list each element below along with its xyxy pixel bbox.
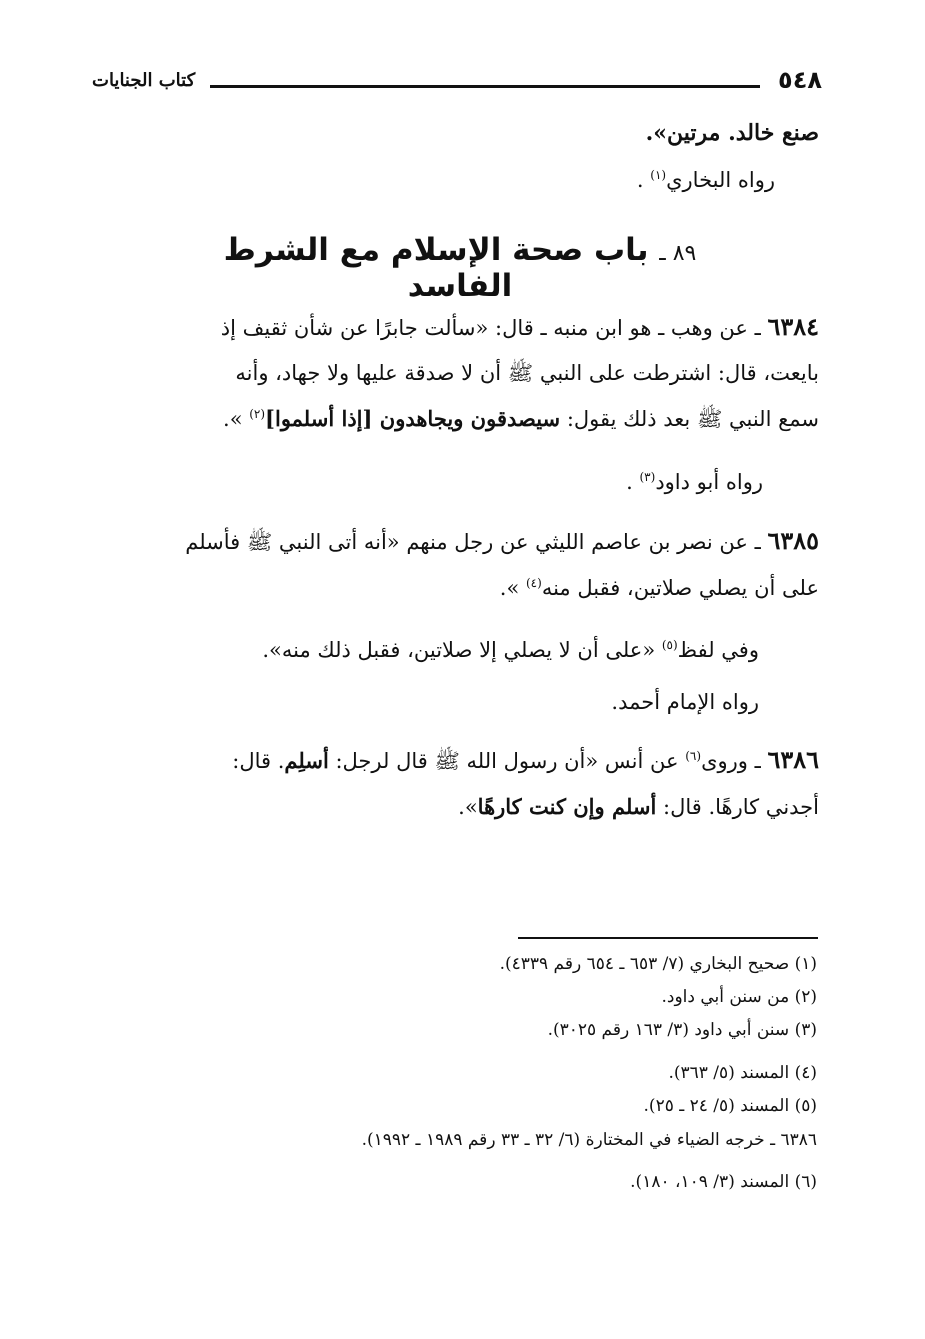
footnote-ref-5: (٥) [661, 638, 678, 652]
hadith-6386-text-2: أجدني كارهًا. قال: [656, 795, 819, 819]
footnote-separator [518, 937, 818, 939]
header-rule [210, 85, 760, 88]
book-title: كتاب الجنايات [92, 70, 196, 91]
hadith-6385-variant [262, 638, 759, 662]
footnote-ref-6: (٦) [685, 749, 702, 763]
footnote-6: (٦) المسند (٣/ ١٠٩، ١٨٠). [630, 1172, 817, 1192]
variant-intro: وفي لفظ [677, 638, 759, 662]
prophetic-speech-6386-b: أسلم وإن كنت كارهًا [477, 794, 657, 819]
hadith-6386-line-2 [458, 794, 819, 819]
hadith-6384-line-2: بايعت، قال: اشترطت على النبي ﷺ أن لا صدقة عليها ولا جهاد، وأنه [235, 361, 819, 385]
hadith-6384-text-1: ـ عن وهب ـ هو ابن منبه ـ قال: «سألت جابرًا عن شأن ثقيف إذ [220, 316, 768, 340]
footnote-ref-2: (٢) [249, 407, 266, 421]
intro-narration-end: . [636, 168, 651, 192]
footnote-6386: ٦٣٨٦ ـ خرجه الضياء في المختارة (٦/ ٣٢ ـ ٣٣ رقم ١٩٨٩ ـ ١٩٩٢). [361, 1130, 817, 1150]
hadith-6386-text-1c: . قال: [232, 749, 285, 773]
hadith-6384-end: ». [223, 407, 250, 431]
hadith-6384-line-1 [221, 312, 819, 341]
footnote-ref-4: (٤) [525, 576, 542, 590]
footnote-4: (٤) المسند (٥/ ٣٦٣). [668, 1063, 817, 1083]
page-header [92, 66, 822, 102]
narration-end-6384: . [626, 470, 640, 494]
hadith-6385-text-2: على أن يصلي صلاتين، فقبل منه [541, 576, 819, 600]
hadith-6385-text-1: ـ عن نصر بن عاصم الليثي عن رجل منهم «أنه أتى النبي ﷺ فأسلم [185, 530, 768, 554]
hadith-6384-line-3 [223, 406, 819, 437]
hadith-6386-line-1 [232, 745, 819, 779]
hadith-number-6385: ٦٣٨٥ [767, 526, 819, 555]
chapter-number: ٨٩ ـ [659, 241, 697, 266]
hadith-number-6384: ٦٣٨٤ [767, 312, 819, 341]
hadith-6385-narration: رواه الإمام أحمد. [611, 690, 759, 714]
hadith-6385-line-2 [500, 576, 819, 600]
prophetic-speech-6384: سيصدقون ويجاهدون [إذا أسلموا] [265, 406, 561, 431]
chapter-title: باب صحة الإسلام مع الشرط الفاسد [223, 232, 649, 304]
prophetic-speech-6386-a: أسلِم [284, 748, 329, 773]
hadith-number-6386: ٦٣٨٦ [767, 745, 819, 774]
footnote-5: (٥) المسند (٥/ ٢٤ ـ ٢٥). [643, 1096, 817, 1116]
hadith-6384-narration [626, 470, 763, 494]
variant-text: «على أن لا يصلي إلا صلاتين، فقبل ذلك منه». [262, 638, 662, 662]
footnote-3: (٣) سنن أبي داود (٣/ ١٦٣ رقم ٣٠٢٥). [547, 1020, 817, 1040]
footnote-1: (١) صحيح البخاري (٧/ ٦٥٣ ـ ٦٥٤ رقم ٤٣٣٩). [499, 954, 817, 974]
footnote-2: (٢) من سنن أبي داود. [661, 987, 817, 1007]
hadith-6386-text-1a: ـ وروى [701, 749, 768, 773]
intro-narration [637, 168, 775, 192]
narration-text-6384: رواه أبو داود [655, 470, 763, 494]
hadith-6386-end: ». [458, 795, 478, 819]
hadith-6386-text-1b: عن أنس «أن رسول الله ﷺ قال لرجل: [328, 749, 686, 773]
intro-narration-text: رواه البخاري [666, 168, 775, 192]
hadith-6385-end: ». [499, 576, 526, 600]
footnote-ref-3: (٣) [639, 470, 656, 484]
footnote-ref-1: (١) [650, 168, 667, 182]
chapter-heading [180, 232, 740, 304]
hadith-6385-line-1 [185, 526, 819, 560]
page-number: ٥٤٨ [778, 66, 822, 94]
hadith-6384-text-3: سمع النبي ﷺ بعد ذلك يقول: [560, 407, 819, 431]
intro-line-1: صنع خالد. مرتين». [645, 120, 819, 146]
